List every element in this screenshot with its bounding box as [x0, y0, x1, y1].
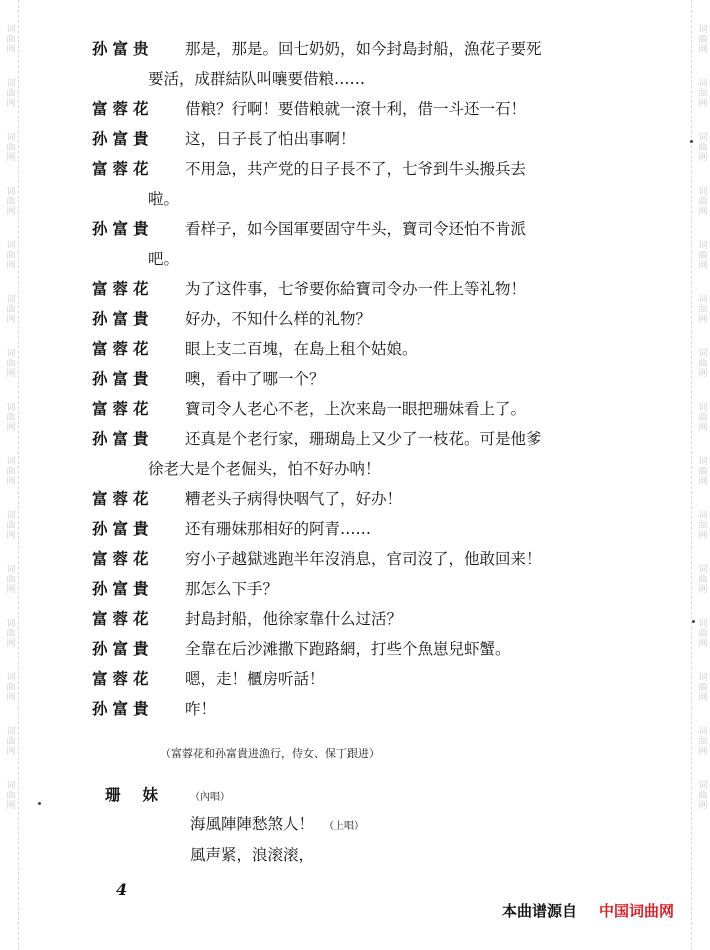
dialogue-line: [92, 634, 612, 664]
dialogue-line: [92, 94, 612, 124]
speaker-name: 孙富貴: [92, 369, 154, 388]
speech-text: 封島封船，他徐家靠什么过活？: [185, 610, 403, 628]
dialogue-line: [92, 124, 612, 154]
dialogue-line: [92, 574, 612, 604]
speech-text: 穷小子越獄逃跑半年沒消息，官司沒了，他敢回来！: [185, 550, 542, 568]
speech-text-continued: 啦。: [148, 190, 180, 208]
speech-text: 还真是个老行家，珊瑚島上又少了一枝花。可是他爹: [185, 430, 542, 448]
watermark-text: 词曲网: [4, 294, 15, 324]
watermark-text: 词曲网: [4, 510, 15, 540]
watermark-text: 词曲网: [4, 24, 15, 54]
speaker-name: 富蓉花: [92, 489, 154, 508]
watermark-text: 词曲网: [4, 672, 15, 702]
speech-text: 噢，看中了哪一个？: [185, 370, 325, 388]
song-note: （內唱）: [190, 792, 230, 803]
speech-text: 全靠在后沙滩撒下跑路網，打些个魚崽兒虾蟹。: [185, 640, 511, 658]
source-site: 中国词曲网: [598, 902, 674, 920]
speaker-name: 孙富貴: [92, 639, 154, 658]
watermark-text: 词曲网: [696, 24, 707, 54]
dialogue-line: [92, 484, 612, 514]
watermark-text: 词曲网: [696, 402, 707, 432]
scan-speck: [38, 802, 41, 805]
watermark-text: 词曲网: [696, 726, 707, 756]
watermark-text: 词曲网: [696, 564, 707, 594]
watermark-text: 词曲网: [696, 672, 707, 702]
scan-speck: [690, 140, 693, 143]
watermark-strip-left: [0, 0, 19, 950]
watermark-text: 词曲网: [4, 348, 15, 378]
speaker-name: 富蓉花: [92, 159, 154, 178]
speech-text: 看样子，如今国軍要固守牛头，寶司令还怕不肯派: [185, 220, 527, 238]
dialogue-continuation: [92, 454, 612, 484]
source-credit: [502, 900, 674, 921]
speaker-name: 孙富貴: [92, 129, 154, 148]
dialogue-line: [92, 154, 612, 184]
page-number: 4: [116, 880, 128, 899]
watermark-text: 词曲网: [696, 132, 707, 162]
dialogue-line: [92, 604, 612, 634]
watermark-text: 词曲网: [4, 780, 15, 810]
speaker-name: 孙富贵: [92, 39, 154, 58]
speech-text-continued: 要活，成群結队叫嚷要借粮……: [148, 70, 366, 88]
speech-text: 咋！: [185, 700, 217, 718]
watermark-text: 词曲网: [696, 186, 707, 216]
dialogue-continuation: [92, 184, 612, 214]
speech-text-continued: 徐老大是个老倔头，怕不好办呐！: [148, 460, 381, 478]
dialogue-line: [92, 274, 612, 304]
watermark-text: 词曲网: [4, 240, 15, 270]
speaker-name: 孙富貴: [92, 309, 154, 328]
scan-speck: [692, 620, 695, 623]
watermark-text: 词曲网: [4, 618, 15, 648]
dialogue-line: [92, 334, 612, 364]
speaker-name: 富蓉花: [92, 549, 154, 568]
speaker-name: 孙富貴: [92, 429, 154, 448]
speech-text: 眼上支二百塊，在島上租个姑娘。: [185, 340, 418, 358]
dialogue-line: [92, 394, 612, 424]
source-label: 本曲谱源自: [501, 902, 577, 920]
stage-direction: （富蓉花和孙富貴进漁行，侍女、保丁跟进）: [160, 747, 380, 760]
song-line-1-text: 海風陣陣愁煞人！: [190, 815, 315, 833]
speaker-name: 富蓉花: [92, 669, 154, 688]
watermark-text: 词曲网: [4, 456, 15, 486]
dialogue-line: [92, 514, 612, 544]
dialogue-line: [92, 544, 612, 574]
watermark-text: 词曲网: [696, 294, 707, 324]
watermark-text: 词曲网: [4, 132, 15, 162]
watermark-text: 词曲网: [696, 240, 707, 270]
speaker-name: 富蓉花: [92, 399, 154, 418]
speech-text: 那怎么下手？: [185, 580, 279, 598]
song-line-1: [190, 812, 364, 834]
song-line-2: 風声紧，浪滚滚，: [190, 846, 315, 864]
speech-text: 不用急，共产党的日子長不了，七爷到牛头搬兵去: [185, 160, 527, 178]
dialogue-line: [92, 34, 612, 64]
speech-text: 寶司令人老心不老，上次来島一眼把珊妹看上了。: [185, 400, 527, 418]
watermark-strip-right: [691, 0, 710, 950]
song-speaker: 珊妹: [105, 785, 181, 804]
watermark-text: 词曲网: [4, 402, 15, 432]
script-body: [92, 34, 612, 724]
speech-text: 糟老头子病得快咽气了，好办！: [185, 490, 403, 508]
speaker-name: 富蓉花: [92, 99, 154, 118]
speech-text: 好办，不知什么样的礼物？: [185, 310, 372, 328]
dialogue-line: [92, 664, 612, 694]
dialogue-line: [92, 694, 612, 724]
watermark-text: 词曲网: [4, 726, 15, 756]
watermark-text: 词曲网: [4, 564, 15, 594]
speaker-name: 孙富貴: [92, 699, 154, 718]
song-line-1-aside: （上唱）: [324, 821, 365, 832]
watermark-text: 词曲网: [696, 78, 707, 108]
watermark-text: 词曲网: [696, 348, 707, 378]
speaker-name: 孙富貴: [92, 579, 154, 598]
speech-text: 嗯，走！櫃房听話！: [185, 670, 325, 688]
speaker-name: 孙富貴: [92, 519, 154, 538]
dialogue-continuation: [92, 244, 612, 274]
dialogue-continuation: [92, 64, 612, 94]
speech-text: 为了这件事，七爷要你給寶司令办一件上等礼物！: [185, 280, 527, 298]
watermark-text: 词曲网: [696, 780, 707, 810]
dialogue-line: [92, 424, 612, 454]
watermark-text: 词曲网: [4, 78, 15, 108]
dialogue-line: [92, 214, 612, 244]
speech-text: 借粮？行啊！要借粮就一滾十利，借一斗还一石！: [185, 100, 527, 118]
watermark-text: 词曲网: [696, 510, 707, 540]
dialogue-line: [92, 304, 612, 334]
watermark-text: 词曲网: [696, 618, 707, 648]
speaker-name: 孙富貴: [92, 219, 154, 238]
speech-text: 这，日子長了怕出事啊！: [185, 130, 356, 148]
watermark-text: 词曲网: [4, 186, 15, 216]
speech-text-continued: 吧。: [148, 250, 180, 268]
speech-text: 还有珊妹那相好的阿青……: [185, 520, 372, 538]
speaker-name: 富蓉花: [92, 339, 154, 358]
speech-text: 那是，那是。回七奶奶，如今封島封船，漁花子要死: [185, 40, 542, 58]
dialogue-line: [92, 364, 612, 394]
speaker-name: 富蓉花: [92, 609, 154, 628]
speaker-name: 富蓉花: [92, 279, 154, 298]
watermark-text: 词曲网: [696, 456, 707, 486]
